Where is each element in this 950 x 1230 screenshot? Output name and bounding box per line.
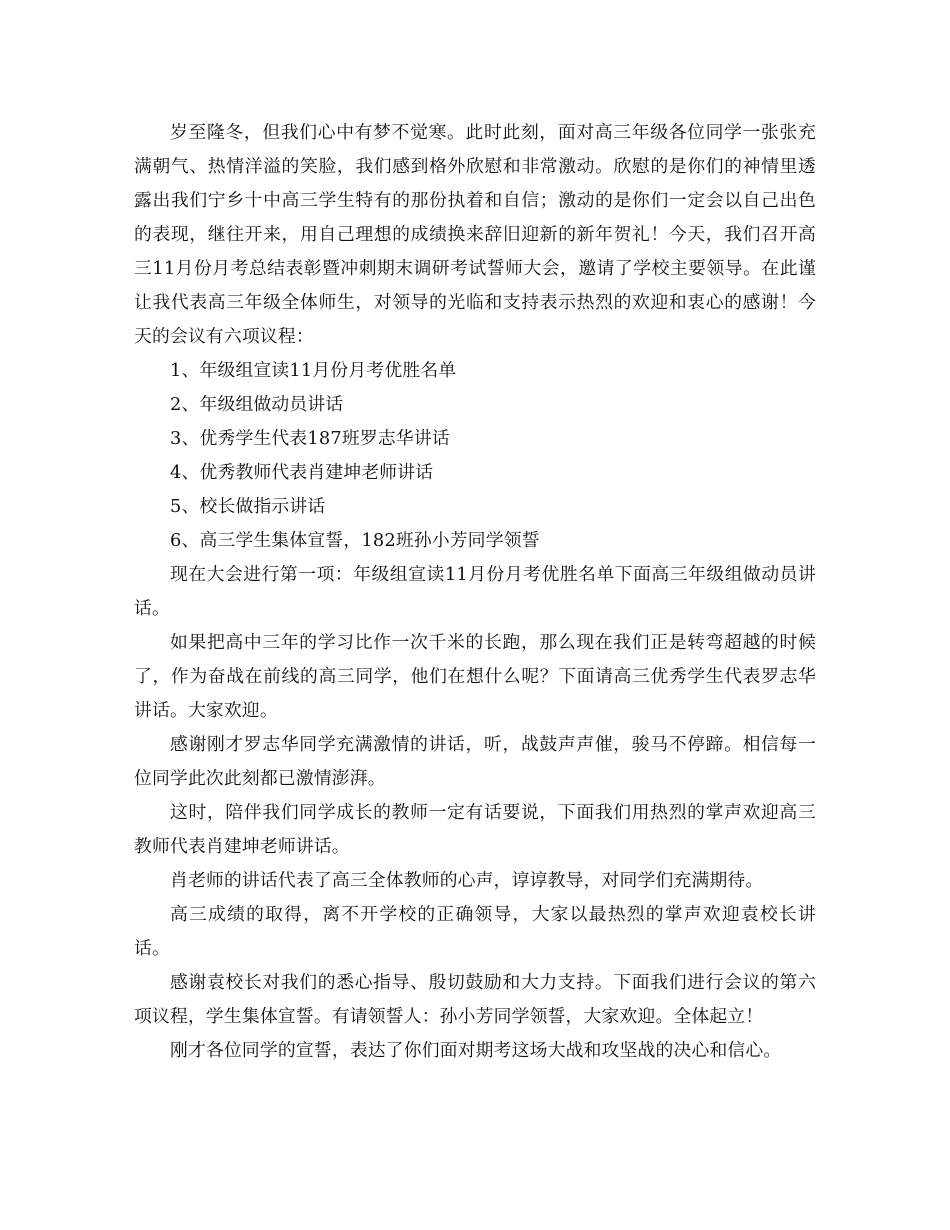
agenda-item: 6、高三学生集体宣誓，182班孙小芳同学领誓 bbox=[170, 530, 540, 551]
body-paragraph: 现在大会进行第一项：年级组宣读11月份月考优胜名单下面高三年级组做动员讲话。 bbox=[134, 564, 816, 619]
body-paragraph: 感谢袁校长对我们的悉心指导、殷切鼓励和大力支持。下面我们进行会议的第六项议程，学生集体宣誓。有请领誓人：孙小芳同学领誓，大家欢迎。全体起立！ bbox=[134, 972, 816, 1027]
body-paragraph: 感谢刚才罗志华同学充满激情的讲话，听，战鼓声声催，骏马不停蹄。相信每一位同学此次此刻都已激情澎湃。 bbox=[134, 734, 816, 789]
agenda-list bbox=[134, 354, 816, 558]
agenda-item: 3、优秀学生代表187班罗志华讲话 bbox=[170, 428, 450, 449]
document-page bbox=[134, 116, 816, 1068]
body-paragraph: 刚才各位同学的宣誓，表达了你们面对期考这场大战和攻坚战的决心和信心。 bbox=[170, 1040, 782, 1061]
agenda-item: 1、年级组宣读11月份月考优胜名单 bbox=[170, 360, 457, 381]
agenda-item: 5、校长做指示讲话 bbox=[170, 496, 326, 517]
agenda-item: 2、年级组做动员讲话 bbox=[170, 394, 344, 415]
body-paragraph: 高三成绩的取得，离不开学校的正确领导，大家以最热烈的掌声欢迎袁校长讲话。 bbox=[134, 904, 816, 959]
agenda-item: 4、优秀教师代表肖建坤老师讲话 bbox=[170, 462, 434, 483]
body-paragraph: 这时，陪伴我们同学成长的教师一定有话要说，下面我们用热烈的掌声欢迎高三教师代表肖建坤老师讲话。 bbox=[134, 802, 816, 857]
body-paragraph: 肖老师的讲话代表了高三全体教师的心声，谆谆教导，对同学们充满期待。 bbox=[170, 870, 764, 891]
body-paragraph: 如果把高中三年的学习比作一次千米的长跑，那么现在我们正是转弯超越的时候了，作为奋战在前线的高三同学，他们在想什么呢？下面请高三优秀学生代表罗志华讲话。大家欢迎。 bbox=[134, 632, 816, 721]
intro-paragraph: 岁至隆冬，但我们心中有梦不觉寒。此时此刻，面对高三年级各位同学一张张充满朝气、热情洋溢的笑脸，我们感到格外欣慰和非常激动。欣慰的是你们的神情里透露出我们宁乡十中高三学生特有的那份执着和自信；激动的是你们一定会以自己出色的表现，继往开来，用自己理想的成绩换来辞旧迎新的新年贺礼！今天，我们召开高三11月份月考总结表彰暨冲刺期末调研考试誓师大会，邀请了学校主要领导。在此谨让我代表高三年级全体师生，对领导的光临和支持表示热烈的欢迎和衷心的感谢！今天的会议有六项议程： bbox=[134, 122, 816, 347]
